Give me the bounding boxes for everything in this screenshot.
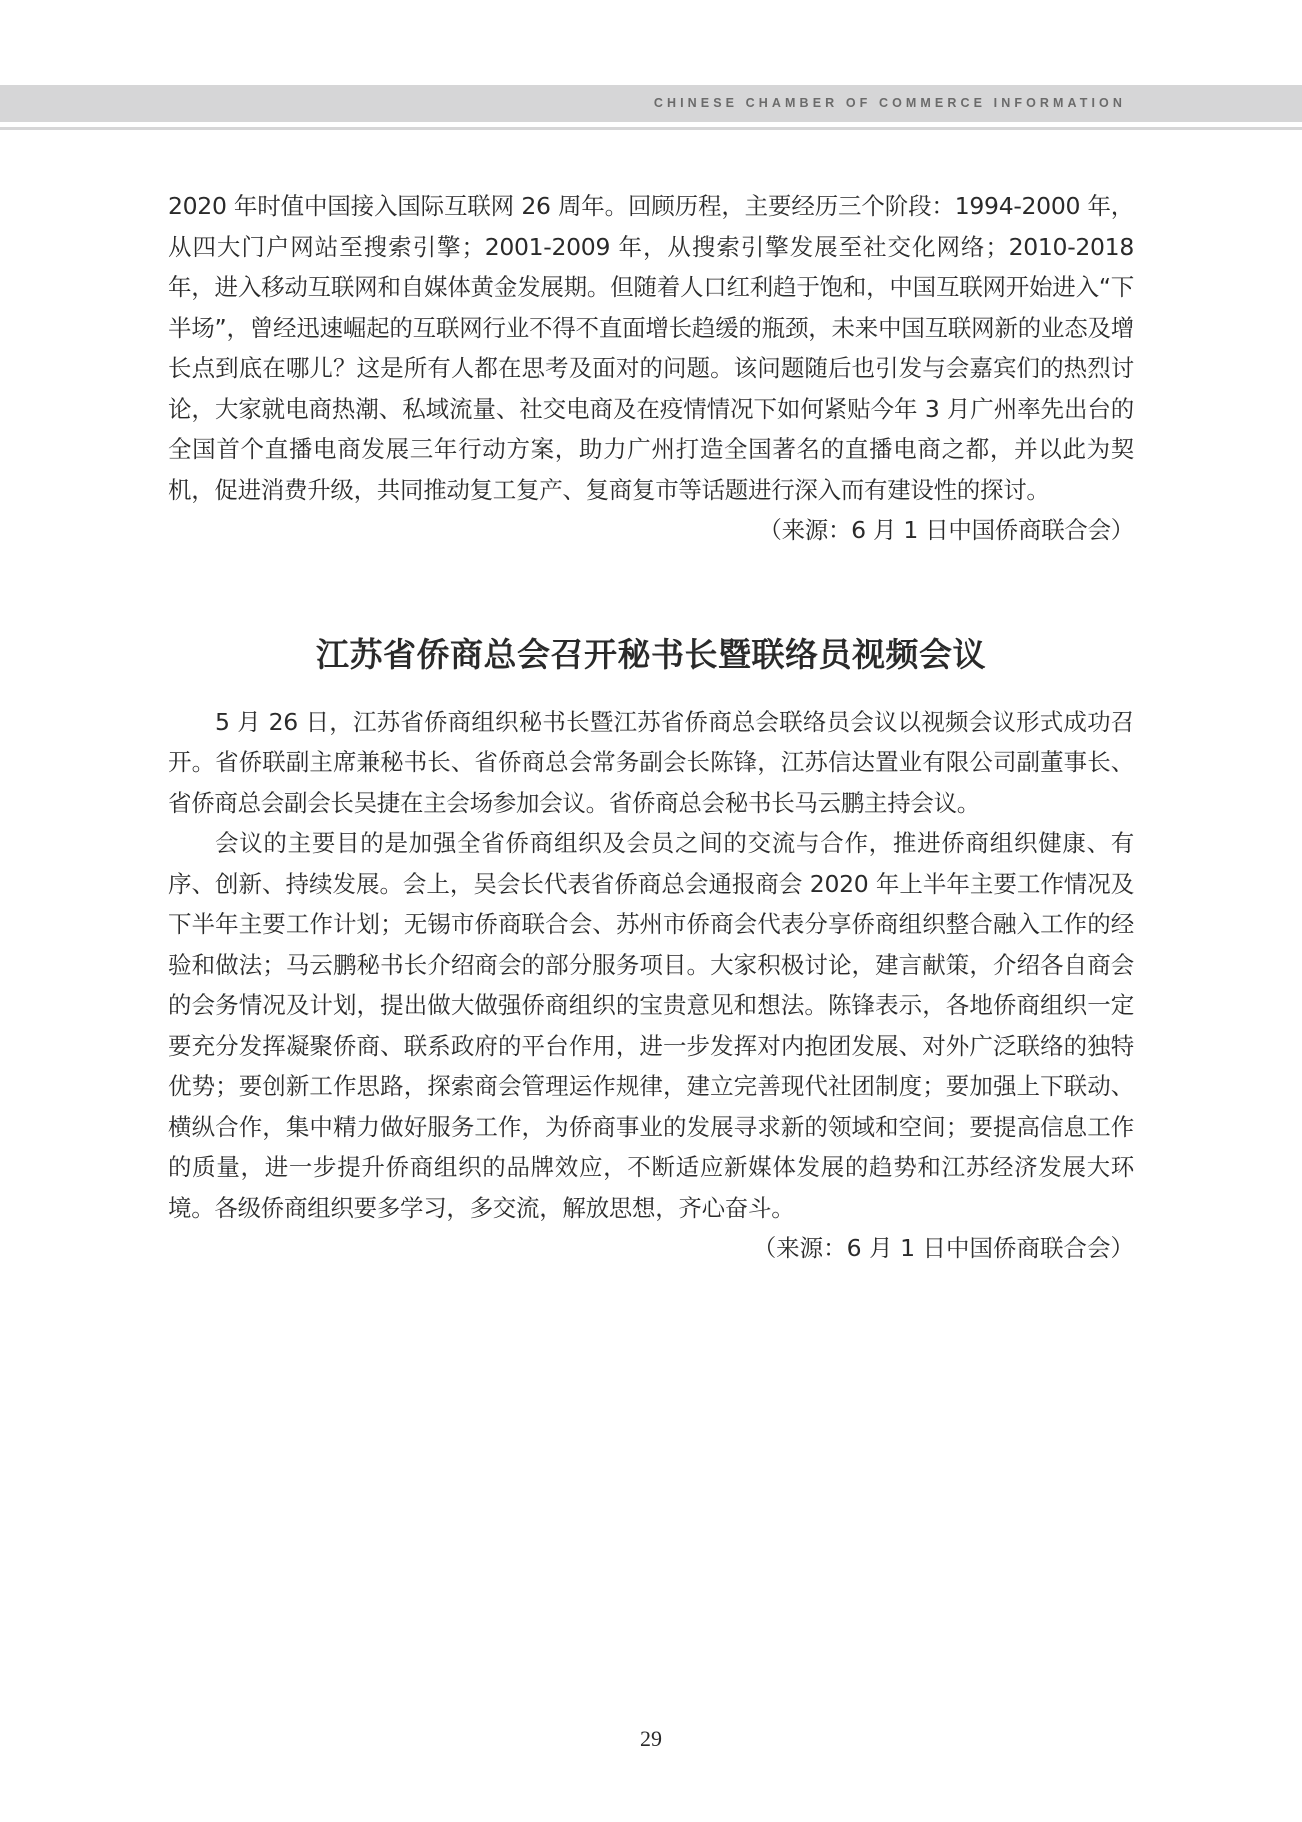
page-content — [168, 186, 1134, 1269]
article2-paragraph-1: 5 月 26 日，江苏省侨商组织秘书长暨江苏省侨商总会联络员会议以视频会议形式成功召开。省侨联副主席兼秘书长、省侨商总会常务副会长陈锋，江苏信达置业有限公司副董事长、省侨商总会副会长吴捷在主会场参加会议。省侨商总会秘书长马云鹏主持会议。 — [168, 707, 1134, 817]
article2-source: （来源：6 月 1 日中国侨商联合会） — [752, 1234, 1134, 1262]
article2-title: 江苏省侨商总会召开秘书长暨联络员视频会议 — [316, 634, 986, 674]
article1-source: （来源：6 月 1 日中国侨商联合会） — [758, 516, 1134, 544]
article2-paragraph-2: 会议的主要目的是加强全省侨商组织及会员之间的交流与合作，推进侨商组织健康、有序、创新、持续发展。会上，吴会长代表省侨商总会通报商会 2020 年上半年主要工作情况及下半年主要工作计划；无锡市侨商联合会、苏州市侨商会代表分享侨商组织整合融入工作的经验和做法；马云鹏秘书长介绍商会的部分服务项目。大家积极讨论，建言献策，介绍各自商会的会务情况及计划，提出做大做强侨商组织的宝贵意见和想法。陈锋表示，各地侨商组织一定要充分发挥凝聚侨商、联系政府的平台作用，进一步发挥对内抱团发展、对外广泛联络的独特优势；要创新工作思路，探索商会管理运作规律，建立完善现代社团制度；要加强上下联动、横纵合作，集中精力做好服务工作，为侨商事业的发展寻求新的领域和空间；要提高信息工作的质量，进一步提升侨商组织的品牌效应，不断适应新媒体发展的趋势和江苏经济发展大环境。各级侨商组织要多学习，多交流，解放思想，齐心奋斗。 — [168, 829, 1134, 1222]
article1-paragraph — [168, 186, 1134, 544]
header-rule — [0, 127, 1302, 130]
article1-body: 2020 年时值中国接入国际互联网 26 周年。回顾历程，主要经历三个阶段：1994-2000 年，从四大门户网站至搜索引擎；2001-2009 年，从搜索引擎发展至社交化网络；2010-2018 年，进入移动互联网和自媒体黄金发展期。但随着人口红利趋于饱和，中国互联网开始进入“下半场”，曾经迅速崛起的互联网行业不得不直面增长趋缓的瓶颈，未来中国互联网新的业态及增长点到底在哪儿？这是所有人都在思考及面对的问题。该问题随后也引发与会嘉宾们的热烈讨论，大家就电商热潮、私域流量、社交电商及在疫情情况下如何紧贴今年 3 月广州率先出台的全国首个直播电商发展三年行动方案，助力广州打造全国著名的直播电商之都，并以此为契机，促进消费升级，共同推动复工复产、复商复市等话题进行深入而有建设性的探讨。 — [168, 192, 1134, 504]
running-header: CHINESE CHAMBER OF COMMERCE INFORMATION — [653, 96, 1126, 110]
page-number: 29 — [640, 1726, 662, 1751]
